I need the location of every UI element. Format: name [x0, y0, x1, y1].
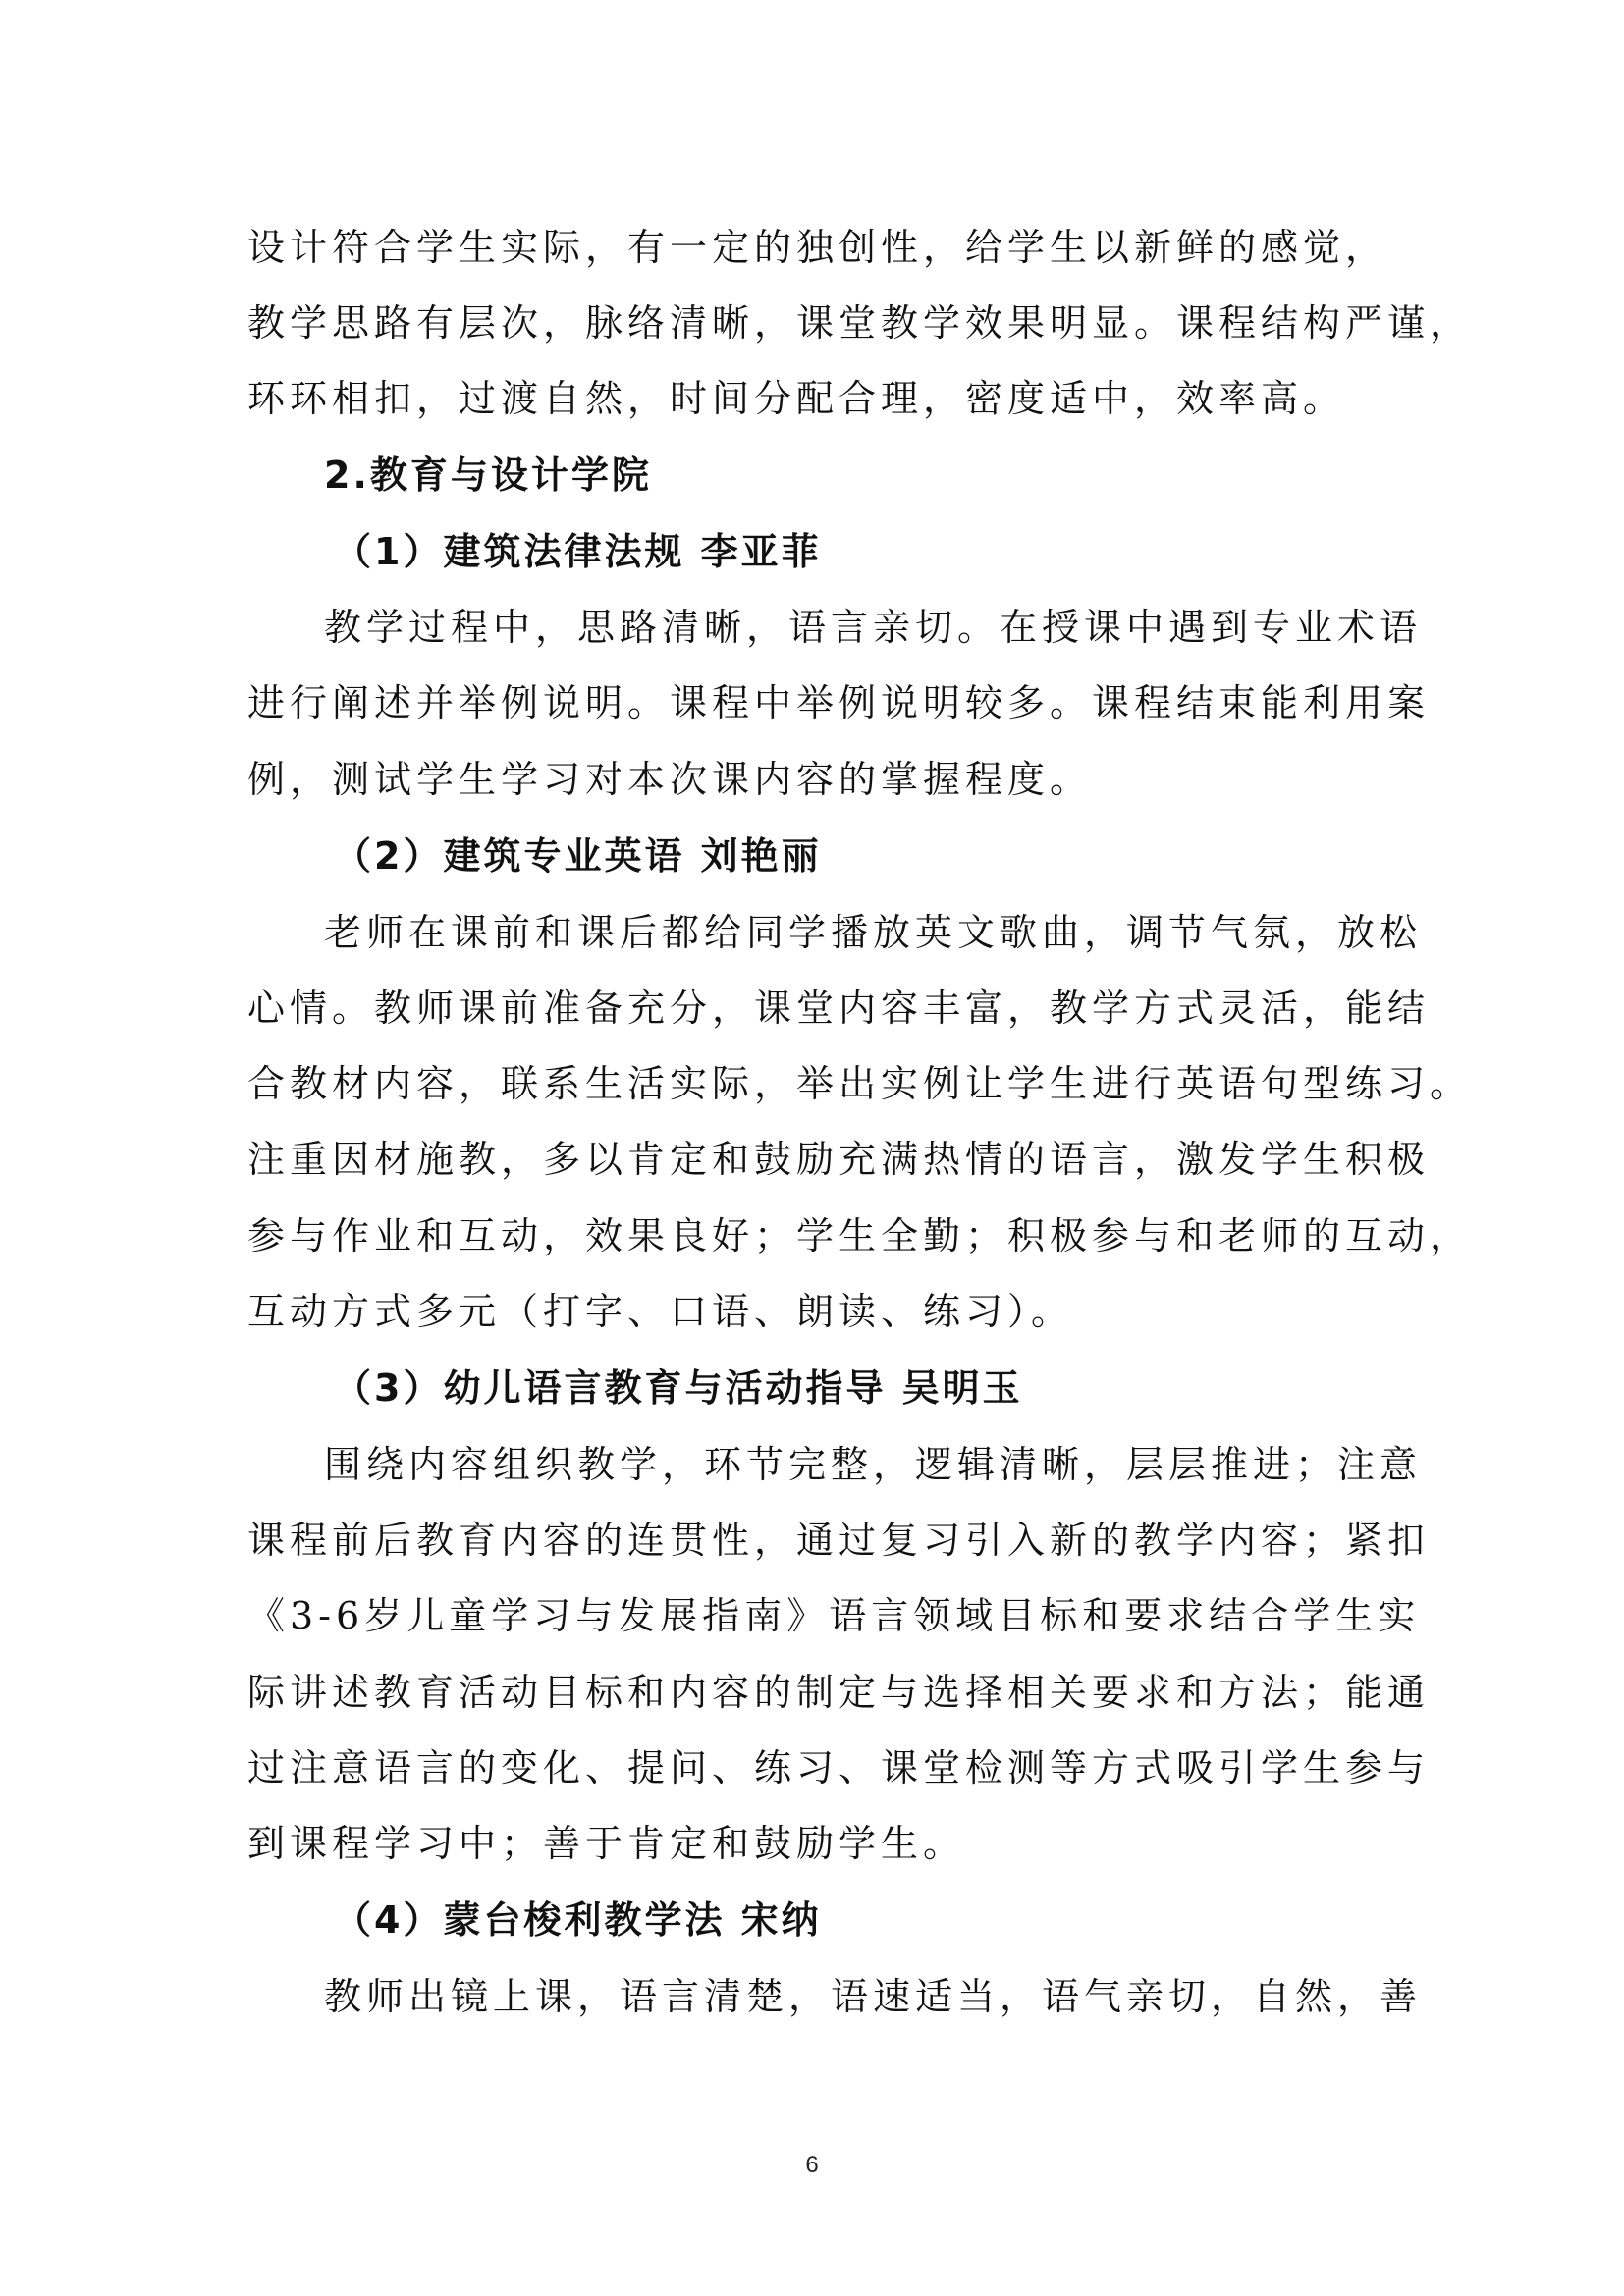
intro-line-1: 设计符合学生实际，有一定的独创性，给学生以新鲜的感觉，	[247, 226, 1388, 269]
course-3-line-3: 《3-6岁儿童学习与发展指南》语言领域目标和要求结合学生实	[247, 1594, 1421, 1637]
course-3-line-5: 过注意语言的变化、提问、练习、课堂检测等方式吸引学生参与	[247, 1746, 1431, 1789]
intro-line-2: 教学思路有层次，脉络清晰，课堂教学效果明显。课程结构严谨，	[247, 301, 1473, 345]
course-2-line-5: 参与作业和互动，效果良好；学生全勤；积极参与和老师的互动，	[247, 1214, 1473, 1257]
course-2-line-4: 注重因材施教，多以肯定和鼓励充满热情的语言，激发学生积极	[247, 1138, 1431, 1181]
course-2-line-3: 合教材内容，联系生活实际，举出实例让学生进行英语句型练习。	[247, 1062, 1473, 1105]
course-1-heading: （1）建筑法律法规 李亚菲	[334, 530, 822, 573]
course-3-line-6: 到课程学习中；善于肯定和鼓励学生。	[247, 1822, 966, 1865]
course-2-line-6: 互动方式多元（打字、口语、朗读、练习）。	[247, 1290, 1074, 1333]
course-4-heading: （4）蒙台梭利教学法 宋纳	[334, 1898, 822, 1942]
course-2-line-1: 老师在课前和课后都给同学播放英文歌曲，调节气氛，放松	[324, 911, 1423, 954]
course-3-line-1: 围绕内容组织教学，环节完整，逻辑清晰，层层推进；注意	[324, 1443, 1423, 1486]
course-3-heading: （3）幼儿语言教育与活动指导 吴明玉	[334, 1366, 1023, 1410]
page-number: 6	[805, 2152, 819, 2178]
course-3-line-2: 课程前后教育内容的连贯性，通过复习引入新的教学内容；紧扣	[247, 1519, 1431, 1562]
course-2-line-2: 心情。教师课前准备充分，课堂内容丰富，教学方式灵活，能结	[247, 987, 1431, 1030]
course-1-line-3: 例，测试学生学习对本次课内容的掌握程度。	[247, 758, 1093, 801]
course-3-line-4: 际讲述教育活动目标和内容的制定与选择相关要求和方法；能通	[247, 1671, 1431, 1714]
section-heading: 2.教育与设计学院	[324, 454, 652, 497]
course-4-line-1: 教师出镜上课，语言清楚，语速适当，语气亲切，自然，善	[324, 1975, 1423, 2018]
course-1-line-1: 教学过程中，思路清晰，语言亲切。在授课中遇到专业术语	[324, 606, 1423, 649]
course-2-heading: （2）建筑专业英语 刘艳丽	[334, 834, 822, 878]
intro-line-3: 环环相扣，过渡自然，时间分配合理，密度适中，效率高。	[247, 377, 1346, 420]
course-1-line-2: 进行阐述并举例说明。课程中举例说明较多。课程结束能利用案	[247, 681, 1431, 724]
